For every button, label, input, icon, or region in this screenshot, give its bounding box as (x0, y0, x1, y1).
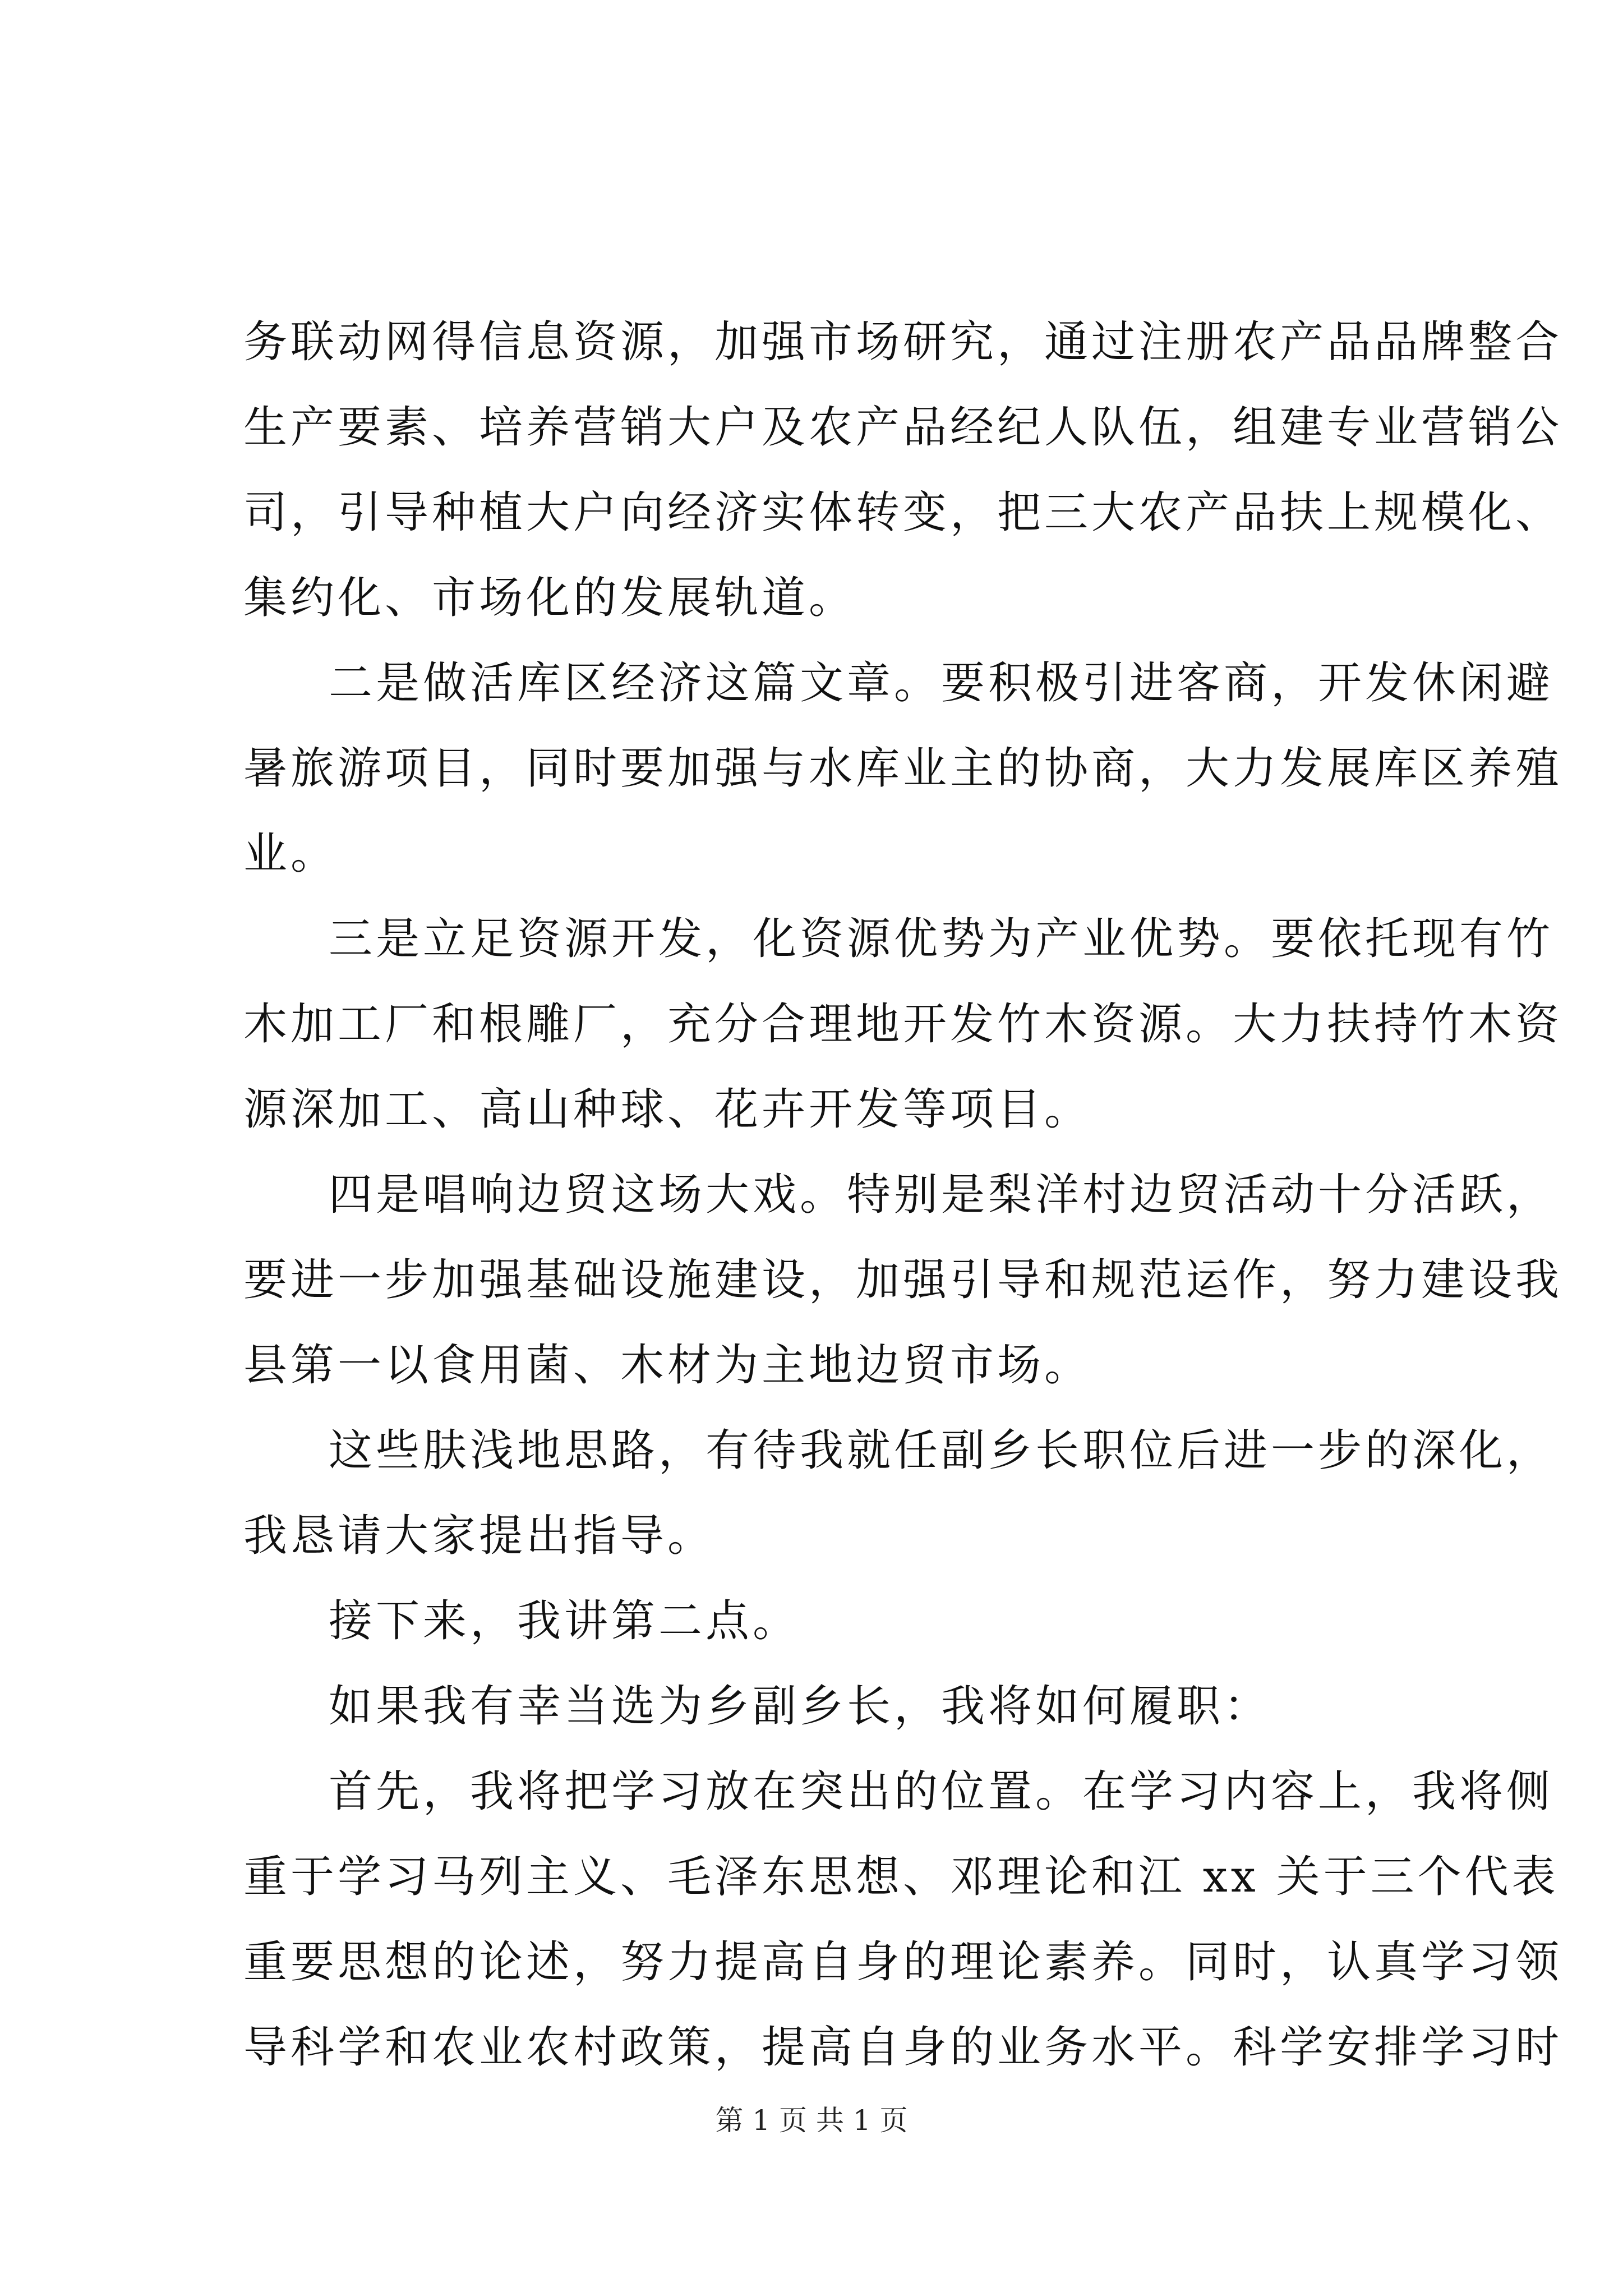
text-line: 暑旅游项目，同时要加强与水库业主的协商，大力发展库区养殖 (243, 743, 1563, 794)
paragraph-first-line: 如果我有幸当选为乡副乡长，我将如何履职： (329, 1681, 1271, 1732)
text-line: 重要思想的论述，努力提高自身的理论素养。同时，认真学习领 (243, 1937, 1563, 1987)
text-line: 要进一步加强基础设施建设，加强引导和规范运作，努力建设我 (243, 1255, 1563, 1305)
text-line: 县第一以食用菌、木材为主地边贸市场。 (243, 1340, 1092, 1391)
paragraph-first-line: 这些肤浅地思路，有待我就任副乡长职位后进一步的深化， (329, 1425, 1554, 1476)
text-line: 业。 (243, 829, 338, 879)
text-line: 导科学和农业农村政策，提高自身的业务水平。科学安排学习时 (243, 2022, 1563, 2073)
paragraph-first-line: 四是唱响边贸这场大戏。特别是梨洋村边贸活动十分活跃， (329, 1170, 1554, 1220)
text-line: 集约化、市场化的发展轨道。 (243, 573, 856, 623)
paragraph-first-line: 接下来，我讲第二点。 (329, 1596, 800, 1646)
text-line: 我恳请大家提出指导。 (243, 1511, 715, 1561)
text-line: 务联动网得信息资源，加强市场研究，通过注册农产品品牌整合 (243, 317, 1563, 367)
text-line: 木加工厂和根雕厂，充分合理地开发竹木资源。大力扶持竹木资 (243, 999, 1563, 1050)
paragraph-first-line: 首先，我将把学习放在突出的位置。在学习内容上，我将侧 (329, 1766, 1554, 1817)
text-line: 重于学习马列主义、毛泽东思想、邓理论和江 xx 关于三个代表 (243, 1852, 1559, 1902)
text-line: 生产要素、培养营销大户及农产品经纪人队伍，组建专业营销公 (243, 402, 1563, 453)
text-line: 司，引导种植大户向经济实体转变，把三大农产品扶上规模化、 (243, 487, 1563, 538)
paragraph-first-line: 三是立足资源开发，化资源优势为产业优势。要依托现有竹 (329, 914, 1554, 964)
text-line: 源深加工、高山种球、花卉开发等项目。 (243, 1084, 1092, 1135)
page-number-footer: 第 1 页 共 1 页 (715, 2104, 908, 2137)
document-body (243, 300, 1563, 2090)
paragraph-first-line: 二是做活库区经济这篇文章。要积极引进客商，开发休闲避 (329, 658, 1554, 708)
